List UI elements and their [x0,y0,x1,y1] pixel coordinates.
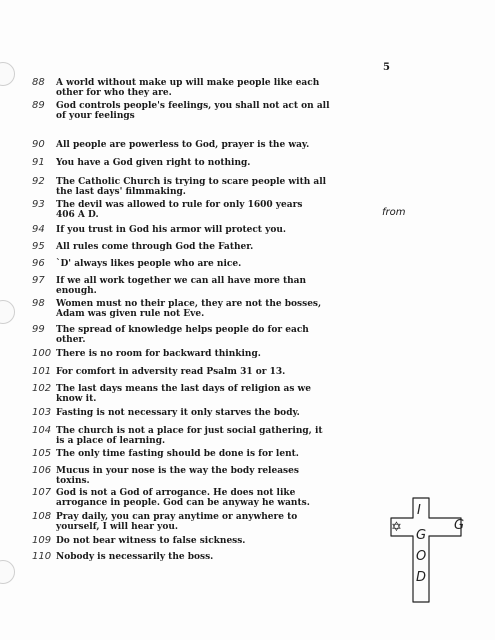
entry-text: God is not a God of arrogance. He does not like arrogance in people. God can be anyway he wants. [56,488,310,508]
entry-text: All people are powerless to God, prayer is the way. [56,140,310,150]
entry-text: You have a God given right to nothing. [56,158,251,168]
entry-number: 93 [32,199,45,210]
entry-text: All rules come through God the Father. [56,242,254,252]
entry-text: The last days means the last days of religion as we know it. [56,384,312,404]
entry-text: God controls people's feelings, you shall not act on all of your feelings [56,101,330,121]
entry-number: 92 [32,176,45,187]
entry-number: 100 [32,348,52,359]
star-of-david-icon: ✡ [391,520,402,535]
entry-text: A world without make up will make people like each other for who they are. [56,78,320,98]
entry-number: 108 [32,511,52,522]
binder-hole [0,62,15,86]
page-number: 5 [383,62,390,73]
entry-text: The devil was allowed to rule for only 1600 years 406 A D. [56,200,303,220]
entry-text: Nobody is necessarily the boss. [56,552,214,562]
entry-number: 89 [32,100,45,111]
entry-text: There is no room for backward thinking. [56,349,261,359]
binder-hole [0,300,15,324]
entry-number: 94 [32,224,45,235]
entry-number: 95 [32,241,45,252]
entry-number: 102 [32,383,52,394]
entry-number: 110 [32,551,52,562]
cross-letter: D [416,570,427,585]
entry-text: If we all work together we can all have more than enough. [56,276,307,296]
entry-number: 103 [32,407,52,418]
entry-text: Mucus in your nose is the way the body releases toxins. [56,466,299,486]
entry-number: 90 [32,139,45,150]
entry-number: 106 [32,465,52,476]
binder-hole [0,560,15,584]
entry-number: 98 [32,298,45,309]
entry-text: If you trust in God his armor will protect you. [56,225,287,235]
entry-number: 105 [32,448,52,459]
entry-number: 109 [32,535,52,546]
entry-text: The spread of knowledge helps people do for each other. [56,325,309,345]
entry-text: For comfort in adversity read Psalm 31 or 13. [56,367,286,377]
entry-number: 91 [32,157,45,168]
entry-text: Fasting is not necessary it only starves the body. [56,408,300,418]
entry-text: The church is not a place for just social gathering, it is a place of learning. [56,426,323,446]
entry-number: 107 [32,487,52,498]
cross-letter: I [417,503,421,518]
cross-letter: O [416,549,427,564]
hand-drawn-cross-icon [385,496,470,606]
entry-text: The only time fasting should be done is for lent. [56,449,299,459]
entry-number: 97 [32,275,45,286]
entry-number: 101 [32,366,52,377]
entry-text: The Catholic Church is trying to scare people with all the last days' filmmaking. [56,177,327,197]
entry-number: 104 [32,425,52,436]
entry-text: `D' always likes people who are nice. [56,259,242,269]
entry-text: Do not bear witness to false sickness. [56,536,246,546]
entry-text: Pray daily, you can pray anytime or anywhere to yourself, I will hear you. [56,512,298,532]
cross-letter: G [416,528,427,543]
entry-number: 88 [32,77,45,88]
margin-note: from [382,207,406,218]
cross-letter: G [454,518,465,533]
entry-text: Women must no their place, they are not the bosses, Adam was given rule not Eve. [56,299,322,319]
entry-number: 96 [32,258,45,269]
entry-number: 99 [32,324,45,335]
